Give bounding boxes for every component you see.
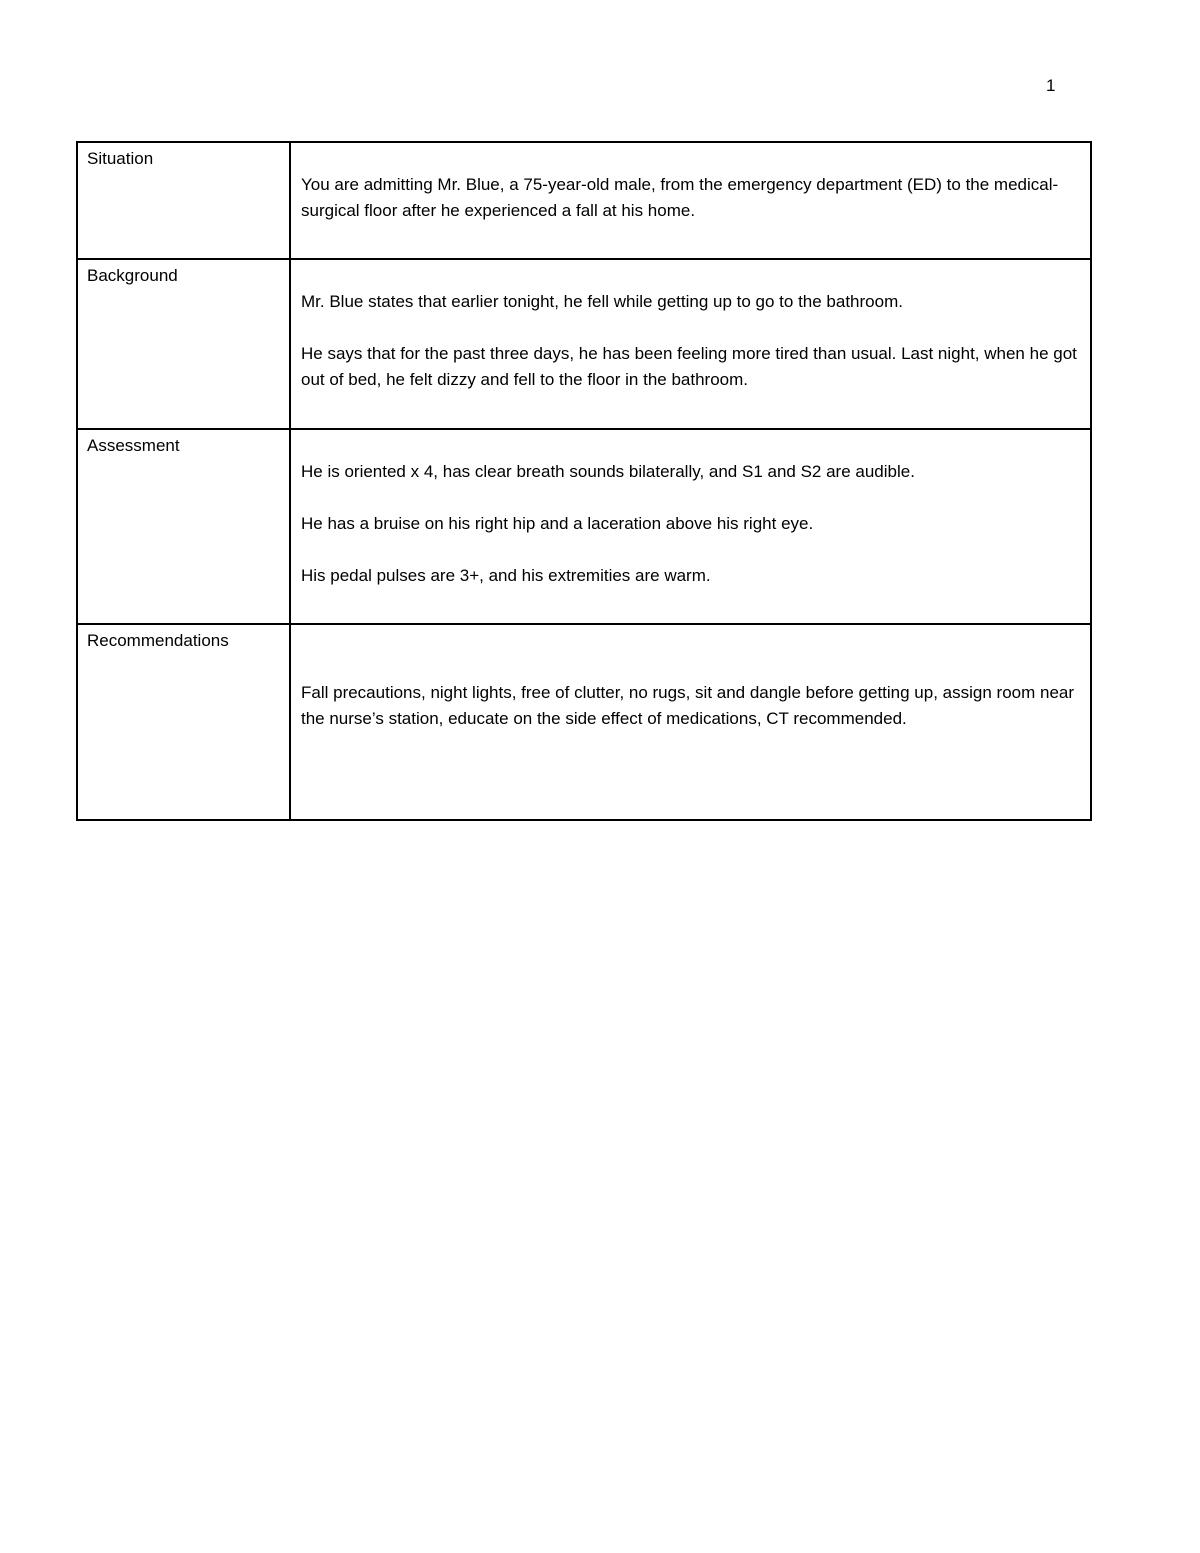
assessment-paragraph: He has a bruise on his right hip and a laceration above his right eye. [301, 514, 814, 533]
assessment-content [290, 429, 1091, 624]
sbar-table [76, 141, 1092, 821]
recommendations-label: Recommendations [77, 624, 290, 820]
background-content [290, 259, 1091, 429]
situation-row [77, 142, 1091, 259]
assessment-row [77, 429, 1091, 624]
situation-label: Situation [77, 142, 290, 259]
recommendations-paragraph: Fall precautions, night lights, free of clutter, no rugs, sit and dangle before getting up, assign room near the nurse’s station, educate on the side effect of medications, CT recommended. [301, 683, 1075, 728]
situation-content [290, 142, 1091, 259]
assessment-label: Assessment [77, 429, 290, 624]
background-paragraph: Mr. Blue states that earlier tonight, he fell while getting up to go to the bathroom. [301, 292, 903, 311]
assessment-paragraph: He is oriented x 4, has clear breath sounds bilaterally, and S1 and S2 are audible. [301, 462, 915, 481]
recommendations-row [77, 624, 1091, 820]
page-number: 1 [1046, 76, 1056, 95]
situation-paragraph: You are admitting Mr. Blue, a 75-year-old male, from the emergency department (ED) to the medical-surgical floor after he experienced a fall at his home. [301, 175, 1059, 220]
background-row [77, 259, 1091, 429]
background-label: Background [77, 259, 290, 429]
background-paragraph: He says that for the past three days, he has been feeling more tired than usual. Last night, when he got out of bed, he felt dizzy and fell to the floor in the bathroom. [301, 344, 1077, 389]
recommendations-content [290, 624, 1091, 820]
assessment-paragraph: His pedal pulses are 3+, and his extremities are warm. [301, 566, 711, 585]
